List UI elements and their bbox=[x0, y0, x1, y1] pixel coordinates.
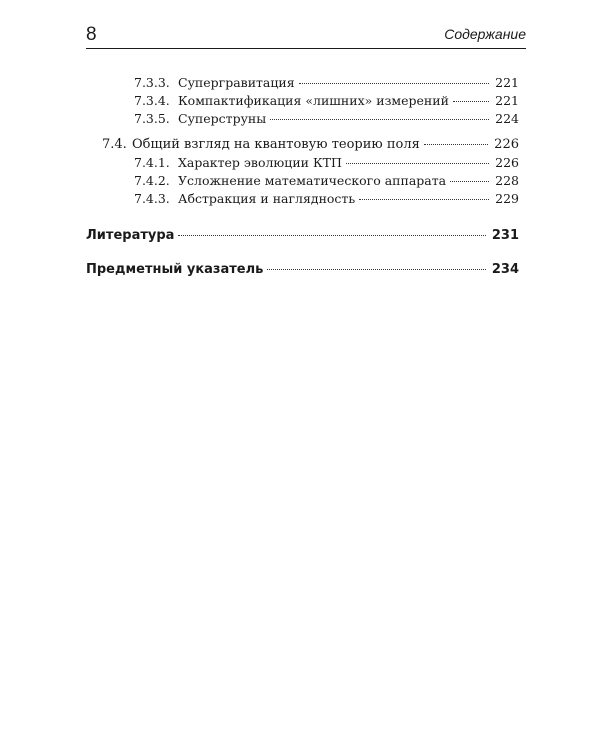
dot-leader bbox=[346, 163, 489, 164]
toc-entry-title: Предметный указатель bbox=[86, 262, 264, 277]
toc-entry-number: 7.3.5. bbox=[134, 111, 170, 126]
dot-leader bbox=[359, 199, 489, 200]
toc-entry-number: 7.4. bbox=[102, 137, 127, 152]
dot-leader bbox=[424, 144, 488, 145]
toc-entry-title: Компактификация «лишних» измерений bbox=[178, 93, 449, 108]
toc-entry-number: 7.4.1. bbox=[134, 155, 170, 170]
dot-leader bbox=[178, 235, 485, 236]
toc-entry-subject-index[interactable] bbox=[86, 260, 519, 280]
toc-entry-page: 226 bbox=[495, 155, 519, 170]
toc-entry-7-3-3[interactable] bbox=[86, 74, 519, 92]
toc-entry-page: 226 bbox=[494, 137, 519, 152]
toc-entry-page: 221 bbox=[495, 75, 519, 90]
toc-entry-page: 224 bbox=[495, 111, 519, 126]
toc-entry-title: Общий взгляд на квантовую теорию поля bbox=[132, 137, 420, 152]
toc-entry-page: 221 bbox=[495, 93, 519, 108]
toc-entry-number: 7.3.4. bbox=[134, 93, 170, 108]
toc-entry-7-4-2[interactable] bbox=[86, 172, 519, 190]
dot-leader bbox=[267, 269, 486, 270]
dot-leader bbox=[270, 119, 489, 120]
page-header bbox=[86, 22, 526, 49]
dot-leader bbox=[453, 101, 489, 102]
toc-entry-7-4[interactable] bbox=[86, 136, 519, 154]
dot-leader bbox=[450, 181, 489, 182]
toc-entry-number: 7.3.3. bbox=[134, 75, 170, 90]
toc-entry-page: 228 bbox=[495, 173, 519, 188]
toc-entry-title: Суперструны bbox=[178, 111, 267, 126]
running-head: Содержание bbox=[444, 26, 526, 42]
toc-entry-7-4-1[interactable] bbox=[86, 154, 519, 172]
toc-entry-page: 231 bbox=[491, 228, 519, 243]
page-number: 8 bbox=[86, 24, 97, 45]
table-of-contents bbox=[86, 74, 519, 280]
toc-entry-bibliography[interactable] bbox=[86, 226, 519, 246]
dot-leader bbox=[299, 83, 489, 84]
toc-entry-title: Характер эволюции КТП bbox=[178, 155, 342, 170]
toc-entry-7-4-3[interactable] bbox=[86, 190, 519, 208]
toc-entry-title: Абстракция и наглядность bbox=[178, 191, 356, 206]
toc-entry-7-3-5[interactable] bbox=[86, 110, 519, 128]
toc-entry-page: 234 bbox=[491, 262, 519, 277]
toc-entry-7-3-4[interactable] bbox=[86, 92, 519, 110]
toc-entry-page: 229 bbox=[495, 191, 519, 206]
toc-entry-title: Литература bbox=[86, 228, 175, 243]
toc-entry-number: 7.4.3. bbox=[134, 191, 170, 206]
toc-entry-number: 7.4.2. bbox=[134, 173, 170, 188]
toc-entry-title: Усложнение математического аппарата bbox=[178, 173, 447, 188]
toc-entry-title: Супергравитация bbox=[178, 75, 295, 90]
